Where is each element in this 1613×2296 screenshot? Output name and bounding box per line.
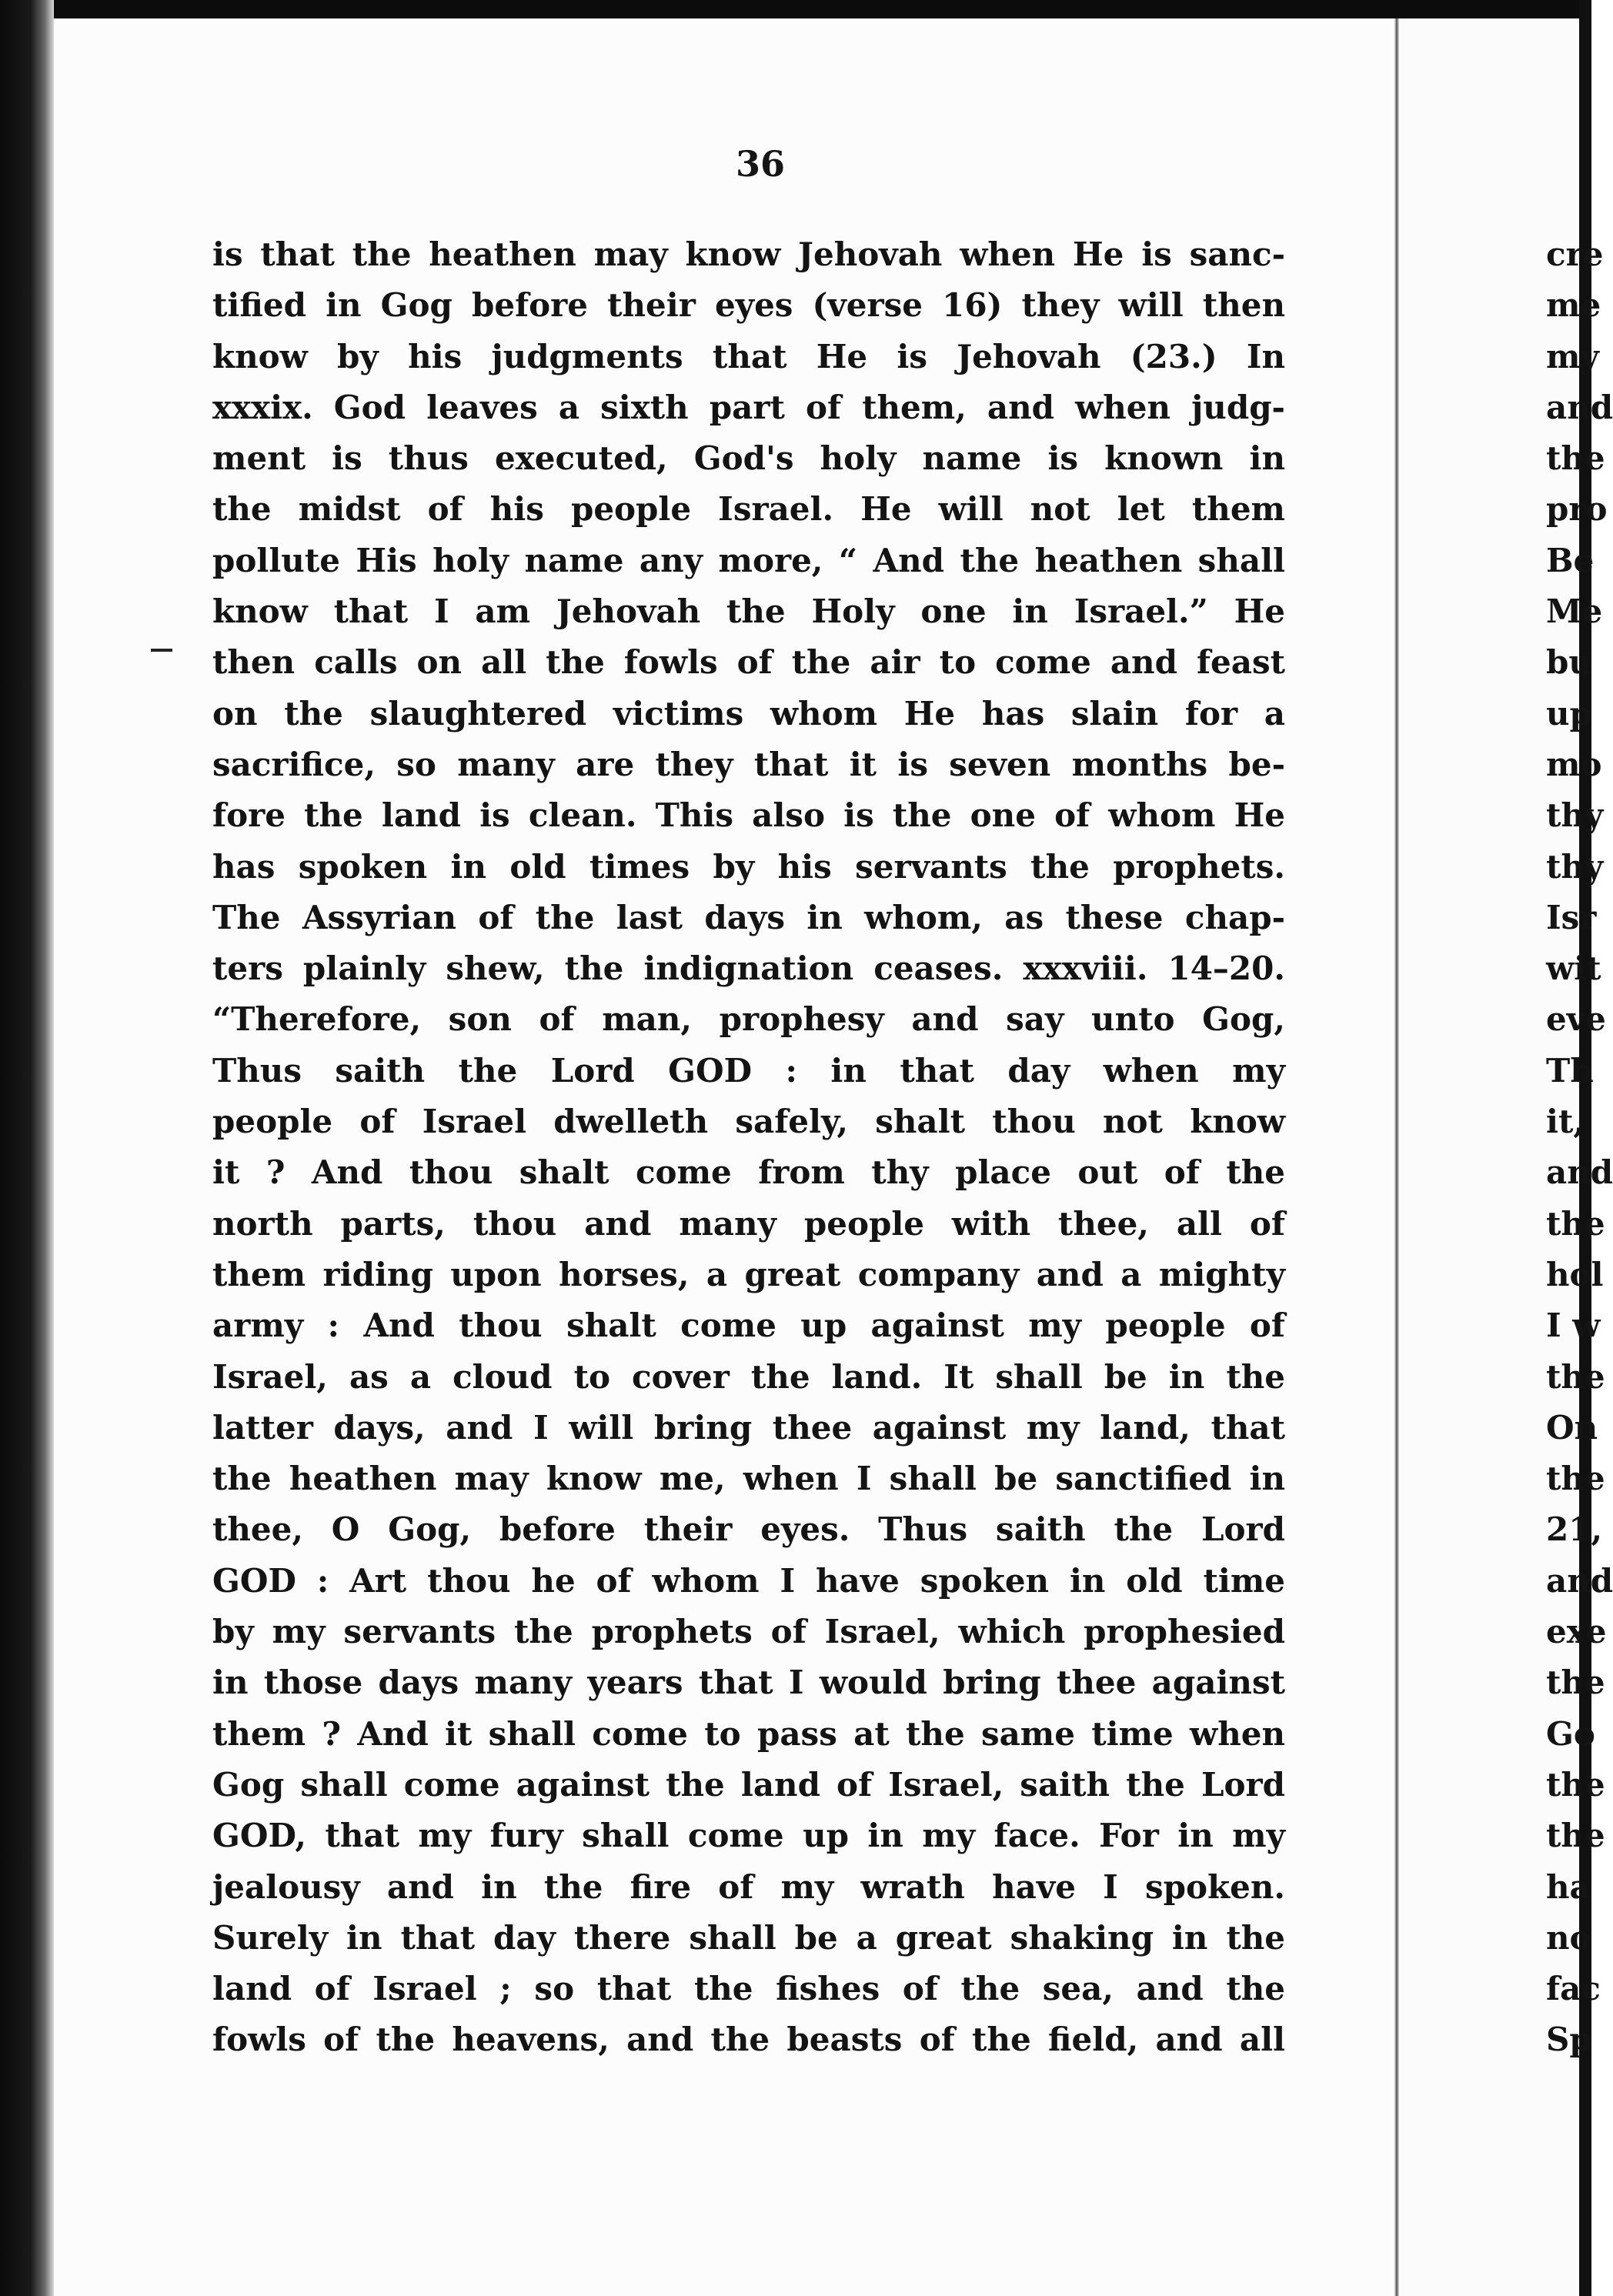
body-text-line: thee, O Gog, before their eyes. Thus saith the Lord [212, 1510, 1285, 1549]
scan-top-edge [0, 0, 1591, 18]
facing-page-line-fragment: me [1546, 286, 1601, 325]
facing-page-line-fragment: exe [1546, 1613, 1607, 1651]
facing-page-line-fragment: pro [1546, 490, 1608, 529]
facing-page-text-fragments [1546, 229, 1613, 2066]
facing-page-line-fragment: Be [1546, 541, 1595, 579]
body-text-line: north parts, thou and many people with thee, all of [212, 1204, 1285, 1243]
facing-page-line-fragment: the [1546, 1357, 1605, 1396]
body-text-line: the midst of his people Israel. He will not let them [212, 490, 1285, 529]
body-text-line: people of Israel dwelleth safely, shalt thou not know [212, 1103, 1285, 1141]
body-text-line: Thus saith the Lord GOD : in that day when my [212, 1051, 1285, 1090]
facing-page-line-fragment: On [1546, 1408, 1598, 1447]
body-text-line: on the slaughtered victims whom He has slain for a [212, 694, 1285, 733]
facing-page-line-fragment: the [1546, 439, 1605, 478]
facing-page-line-fragment: eve [1546, 1000, 1606, 1039]
body-text-line: then calls on all the fowls of the air to come and feast [212, 643, 1285, 682]
body-text-line: by my servants the prophets of Israel, which prophesied [212, 1613, 1285, 1651]
facing-page-line-fragment: the [1546, 1765, 1605, 1804]
body-text-line: know by his judgments that He is Jehovah (23.) In [212, 337, 1285, 375]
margin-dash-mark [151, 649, 172, 652]
body-text-line: know that I am Jehovah the Holy one in Israel.” He [212, 592, 1285, 631]
body-text-line: has spoken in old times by his servants the prophets. [212, 847, 1285, 886]
body-text-line: Israel, as a cloud to cover the land. It shall be in the [212, 1357, 1285, 1396]
body-text-line: xxxix. God leaves a sixth part of them, and when judg- [212, 388, 1285, 426]
facing-page-line-fragment: no [1546, 1918, 1591, 1957]
scan-left-edge [0, 0, 54, 2296]
body-text-line: them ? And it shall come to pass at the same time when [212, 1714, 1285, 1753]
facing-page-line-fragment: cre [1546, 235, 1604, 273]
facing-page-line-fragment: and [1546, 1561, 1613, 1600]
facing-page-line-fragment: the [1546, 1817, 1605, 1855]
facing-page-line-fragment: and [1546, 1153, 1613, 1192]
facing-page-line-fragment: Isr [1546, 898, 1597, 936]
facing-page-line-fragment: hol [1546, 1255, 1604, 1293]
facing-page-line-fragment: 21, [1546, 1510, 1603, 1549]
facing-page-line-fragment: up [1546, 694, 1592, 733]
body-text-line: in those days many years that I would bring thee against [212, 1664, 1285, 1702]
body-text-line: Surely in that day there shall be a great shaking in the [212, 1918, 1285, 1957]
facing-page-line-fragment: Th [1546, 1051, 1594, 1090]
facing-page-line-fragment: thy [1546, 847, 1604, 886]
body-text-line: fore the land is clean. This also is the one of whom He [212, 796, 1285, 835]
facing-page-line-fragment: wit [1546, 949, 1601, 988]
facing-page-line-fragment: bu [1546, 643, 1592, 682]
body-text-line: sacrifice, so many are they that it is seven months be- [212, 745, 1285, 783]
body-text-line: latter days, and I will bring thee against my land, that [212, 1408, 1285, 1447]
body-text-line: “Therefore, son of man, prophesy and say unto Gog, [212, 1000, 1285, 1039]
body-text-line: the heathen may know me, when I shall be sanctified in [212, 1460, 1285, 1498]
facing-page-line-fragment: my [1546, 337, 1599, 375]
facing-page-line-fragment: Me [1546, 592, 1603, 631]
body-text-line: ment is thus executed, God's holy name is known in [212, 439, 1285, 478]
facing-page-line-fragment: Go [1546, 1714, 1595, 1753]
page-number: 36 [735, 143, 785, 185]
facing-page-line-fragment: the [1546, 1460, 1605, 1498]
body-text-line: is that the heathen may know Jehovah when He is sanc- [212, 235, 1285, 273]
facing-page-line-fragment: Sp [1546, 2021, 1592, 2059]
body-text-line: army : And thou shalt come up against my people of [212, 1307, 1285, 1345]
facing-page-line-fragment: the [1546, 1664, 1605, 1702]
facing-page-line-fragment: fac [1546, 1970, 1601, 2008]
facing-page-line-fragment: it, [1546, 1103, 1585, 1141]
body-text-line: The Assyrian of the last days in whom, as these chap- [212, 898, 1285, 936]
facing-page-line-fragment: and [1546, 388, 1613, 426]
body-text-line: land of Israel ; so that the fishes of the sea, and the [212, 1970, 1285, 2008]
body-text-column [212, 229, 1285, 2066]
body-text-line: GOD : Art thou he of whom I have spoken in old time [212, 1561, 1285, 1600]
facing-page-line-fragment: mo [1546, 745, 1602, 783]
body-text-line: jealousy and in the fire of my wrath have I spoken. [212, 1867, 1285, 1906]
facing-page-line-fragment: ha [1546, 1867, 1591, 1906]
facing-page-line-fragment: thy [1546, 796, 1604, 835]
body-text-line: it ? And thou shalt come from thy place out of the [212, 1153, 1285, 1192]
body-text-line: Gog shall come against the land of Israel, saith the Lord [212, 1765, 1285, 1804]
body-text-line: pollute His holy name any more, “ And the heathen shall [212, 541, 1285, 579]
body-text-line: fowls of the heavens, and the beasts of the field, and all [212, 2021, 1285, 2059]
facing-page-line-fragment: I w [1546, 1307, 1601, 1345]
body-text-line: GOD, that my fury shall come up in my face. For in my [212, 1817, 1285, 1855]
body-text-line: tified in Gog before their eyes (verse 16) they will then [212, 286, 1285, 325]
facing-page-line-fragment: the [1546, 1204, 1605, 1243]
body-text-line: them riding upon horses, a great company and a mighty [212, 1255, 1285, 1293]
body-text-line: ters plainly shew, the indignation ceases. xxxviii. 14–20. [212, 949, 1285, 988]
